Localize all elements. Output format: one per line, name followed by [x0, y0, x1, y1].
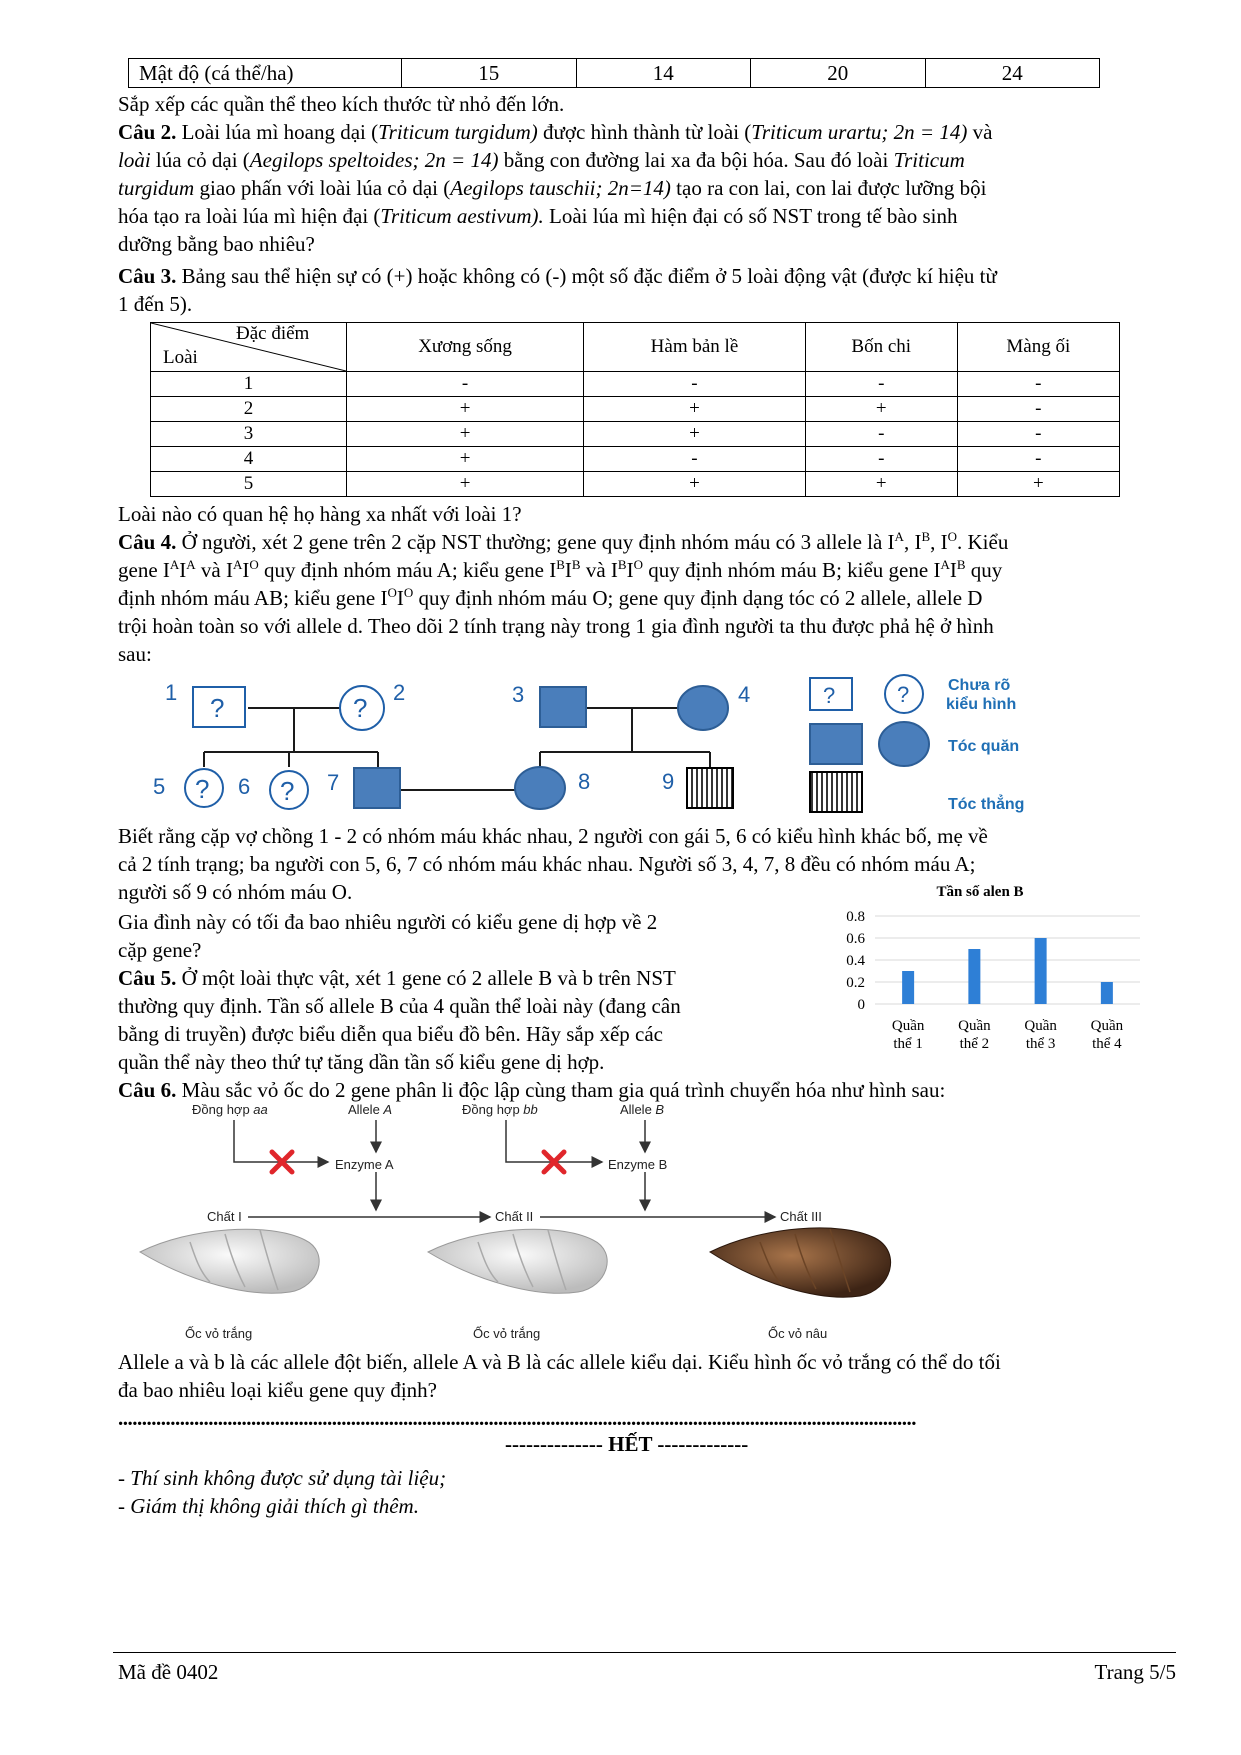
white-shell-1 — [140, 1229, 319, 1293]
column-header: Bốn chi — [805, 323, 957, 372]
q3-line2: 1 đến 5). — [118, 292, 193, 316]
table-cell: 2 — [151, 397, 347, 422]
pedigree-mark: ? — [353, 693, 368, 723]
table-cell: - — [957, 422, 1119, 447]
note-2: - Giám thị không giải thích gì thêm. — [118, 1494, 419, 1518]
enzyme-A-label: Enzyme A — [335, 1157, 394, 1172]
pedigree-number: 8 — [578, 769, 591, 794]
corner-bottom-label: Loài — [163, 347, 198, 368]
x-tick-label: Quần — [958, 1018, 991, 1034]
table-cell: + — [347, 397, 584, 422]
table-cell: 3 — [151, 422, 347, 447]
x-tick-label: thể 2 — [959, 1036, 990, 1052]
table-cell: - — [957, 372, 1119, 397]
trait-table — [150, 322, 1120, 497]
x-tick-label: thể 3 — [1025, 1036, 1056, 1052]
pedigree-number: 5 — [153, 774, 166, 799]
table-cell: - — [584, 372, 806, 397]
table-cell: - — [584, 447, 806, 472]
homo-aa-label: Đồng hợp aa — [192, 1102, 268, 1117]
q4-line4: trội hoàn toàn so với allele d. Theo dõi 2 tính trạng này trong 1 gia đình người ta thu được phả hệ ở hình — [118, 614, 994, 638]
answer-dots: ........................................................................................................................................................................ — [118, 1406, 916, 1430]
table-cell: 15 — [402, 59, 577, 88]
table-cell: 4 — [151, 447, 347, 472]
table-cell: + — [805, 397, 957, 422]
table-cell: + — [347, 472, 584, 497]
bar-4 — [1101, 982, 1113, 1004]
q5-line2: thường quy định. Tần số allele B của 4 quần thể loài này (đang cân — [118, 994, 681, 1018]
q4-line2: gene $I^AI^A$ và $I^AI^O$ quy định nhóm máu A; kiểu gene $I^BI^B$ và $I^BI^O$ quy định nhóm máu B; kiểu gene $I^AI^B$ quy — [118, 557, 1003, 582]
legend-mark: ? — [823, 683, 836, 708]
bar-3 — [1035, 938, 1047, 1004]
legend-curly-female — [879, 722, 929, 766]
table-cell: - — [805, 422, 957, 447]
table-cell: - — [957, 397, 1119, 422]
table-cell: 20 — [751, 59, 926, 88]
page-number: Trang 5/5 — [1094, 1660, 1176, 1684]
legend-unknown-label: kiểu hình — [946, 696, 1017, 713]
x-tick-label: Quần — [1024, 1018, 1057, 1034]
bar-2 — [968, 949, 980, 1004]
individual-9 — [687, 768, 733, 808]
q6-line1: Câu 6. Màu sắc vỏ ốc do 2 gene phân li độc lập cùng tham gia quá trình chuyển hóa như hình sau: — [118, 1078, 946, 1102]
column-header: Xương sống — [347, 323, 584, 372]
metabolic-pathway-diagram — [130, 1102, 950, 1342]
x-tick-label: thể 4 — [1092, 1036, 1122, 1052]
q6-line3: đa bao nhiêu loại kiểu gene quy định? — [118, 1378, 437, 1402]
table-row — [151, 422, 1120, 447]
column-header: Hàm bản lề — [584, 323, 806, 372]
x-tick-label: Quần — [891, 1018, 925, 1034]
chat-I-label: Chất I — [207, 1209, 242, 1224]
enzyme-B-label: Enzyme B — [608, 1157, 668, 1172]
y-tick-label: 0.6 — [846, 931, 865, 947]
y-tick-label: 0 — [857, 997, 865, 1013]
table-cell: + — [957, 472, 1119, 497]
table-cell: + — [584, 397, 806, 422]
table-cell: + — [584, 472, 806, 497]
shell-2-label: Ốc vỏ trắng — [473, 1326, 541, 1341]
q4-after2: cả 2 tính trạng; ba người con 5, 6, 7 có nhóm máu khác nhau. Người số 3, 4, 7, 8 đều có nhóm máu A; — [118, 852, 976, 876]
table-header-row — [151, 323, 1120, 372]
allele-A-label: Allele A — [348, 1102, 393, 1117]
q4-line5: sau: — [118, 642, 152, 666]
row-label: Mật độ (cá thể/ha) — [129, 59, 402, 88]
table-cell: 14 — [576, 59, 751, 88]
table-cell: + — [347, 447, 584, 472]
pedigree-number: 7 — [327, 770, 340, 795]
q4-after1: Biết rằng cặp vợ chồng 1 - 2 có nhóm máu khác nhau, 2 người con gái 5, 6 có kiểu hình khác bố, mẹ về — [118, 824, 988, 848]
brown-shell — [710, 1228, 891, 1297]
legend-curly-male — [810, 724, 862, 764]
table-cell: - — [805, 447, 957, 472]
q2-line1: Câu 2. Loài lúa mì hoang dại (Triticum turgidum) được hình thành từ loài (Triticum urartu; 2n = 14) và — [118, 120, 993, 144]
y-tick-label: 0.2 — [846, 975, 865, 991]
table-row — [151, 447, 1120, 472]
q4-question2: cặp gene? — [118, 938, 202, 962]
x-tick-label: Quần — [1090, 1018, 1124, 1034]
table-cell: 24 — [925, 59, 1100, 88]
legend-straight-male — [810, 772, 862, 812]
legend-straight-label: Tóc thẳng — [948, 796, 1025, 813]
pedigree-number: 2 — [393, 680, 406, 705]
table-cell: 5 — [151, 472, 347, 497]
allele-B-label: Allele B — [620, 1102, 665, 1117]
q3-line1: Câu 3. Bảng sau thể hiện sự có (+) hoặc không có (-) một số đặc điểm ở 5 loài động vật (được kí hiệu từ — [118, 264, 997, 288]
chat-II-label: Chất II — [495, 1209, 534, 1224]
exam-code: Mã đề 0402 — [118, 1660, 219, 1684]
corner-top-label: Đặc điểm — [236, 323, 310, 344]
table-row — [151, 397, 1120, 422]
q4-question1: Gia đình này có tối đa bao nhiêu người có kiểu gene dị hợp về 2 — [118, 910, 658, 934]
allele-frequency-chart — [820, 880, 1150, 1070]
shell-1-label: Ốc vỏ trắng — [185, 1326, 253, 1341]
shell-3-label: Ốc vỏ nâu — [768, 1326, 828, 1341]
individual-8 — [515, 767, 565, 809]
y-tick-label: 0.4 — [846, 953, 865, 969]
q3-question: Loài nào có quan hệ họ hàng xa nhất với loài 1? — [118, 502, 522, 526]
table-row — [151, 372, 1120, 397]
table-cell: + — [347, 422, 584, 447]
footer-rule — [113, 1652, 1176, 1653]
pedigree-number: 4 — [738, 682, 751, 707]
legend-curly-label: Tóc quăn — [948, 738, 1020, 755]
q5-line4: quần thể này theo thứ tự tăng dần tần số kiểu gene dị hợp. — [118, 1050, 605, 1074]
bar-1 — [902, 971, 914, 1004]
q4-after3: người số 9 có nhóm máu O. — [118, 880, 353, 904]
pedigree-mark: ? — [280, 776, 295, 806]
table-cell: - — [805, 372, 957, 397]
table-cell: - — [347, 372, 584, 397]
pedigree-number: 9 — [662, 769, 675, 794]
table-row — [129, 59, 1100, 88]
q4-line3: định nhóm máu AB; kiểu gene $I^OI^O$ quy định nhóm máu O; gene quy định dạng tóc có 2 allele, allele D — [118, 585, 983, 610]
legend-mark: ? — [897, 682, 910, 707]
q2-line3: turgidum giao phấn với loài lúa cỏ dại (Aegilops tauschii; 2n=14) tạo ra con lai, con lai được lưỡng bội — [118, 176, 987, 200]
q4-line1: Câu 4. Ở người, xét 2 gene trên 2 cặp NST thường; gene quy định nhóm máu có 3 allele là $I^A$, $I^B$, $I^O$. Kiểu — [118, 529, 1009, 554]
chat-III-label: Chất III — [780, 1209, 822, 1224]
homo-bb-label: Đồng hợp bb — [462, 1102, 538, 1117]
note-1: - Thí sinh không được sử dụng tài liệu; — [118, 1466, 447, 1490]
q2-line4: hóa tạo ra loài lúa mì hiện đại (Triticum aestivum). Loài lúa mì hiện đại có số NST trong tế bào sinh — [118, 204, 958, 228]
individual-7 — [354, 768, 400, 808]
table-cell: + — [584, 422, 806, 447]
individual-4 — [678, 686, 728, 730]
end-mark: -------------- HẾT ------------- — [505, 1432, 749, 1456]
table-row — [151, 472, 1120, 497]
q2-line2: loài lúa cỏ dại (Aegilops speltoides; 2n = 14) bằng con đường lai xa đa bội hóa. Sau đó loài Triticum — [118, 148, 965, 172]
pedigree-number: 6 — [238, 774, 251, 799]
pedigree-number: 3 — [512, 682, 525, 707]
table-cell: + — [805, 472, 957, 497]
q5-line3: bằng di truyền) được biểu diễn qua biểu đồ bên. Hãy sắp xếp các — [118, 1022, 663, 1046]
column-header: Màng ối — [957, 323, 1119, 372]
q2-line5: dưỡng bằng bao nhiêu? — [118, 232, 315, 256]
y-tick-label: 0.8 — [846, 909, 865, 925]
x-tick-label: thể 1 — [893, 1036, 923, 1052]
pedigree-mark: ? — [195, 774, 210, 804]
pedigree-number: 1 — [165, 680, 178, 705]
q5-line1: Câu 5. Ở một loài thực vật, xét 1 gene có 2 allele B và b trên NST — [118, 966, 676, 990]
individual-3 — [540, 687, 586, 727]
chart-title: Tần số alen B — [936, 884, 1024, 900]
pedigree-mark: ? — [210, 693, 225, 723]
q1-tail: Sắp xếp các quần thể theo kích thước từ nhỏ đến lớn. — [118, 92, 565, 116]
q6-line2: Allele a và b là các allele đột biến, allele A và B là các allele kiểu dại. Kiểu hình ốc vỏ trắng có thể do tối — [118, 1350, 1001, 1374]
corner-cell — [151, 323, 347, 372]
pedigree-diagram — [140, 672, 1140, 817]
white-shell-2 — [428, 1229, 607, 1293]
density-table — [128, 58, 1100, 88]
table-cell: 1 — [151, 372, 347, 397]
legend-unknown-label: Chưa rõ — [948, 677, 1011, 694]
table-cell: - — [957, 447, 1119, 472]
